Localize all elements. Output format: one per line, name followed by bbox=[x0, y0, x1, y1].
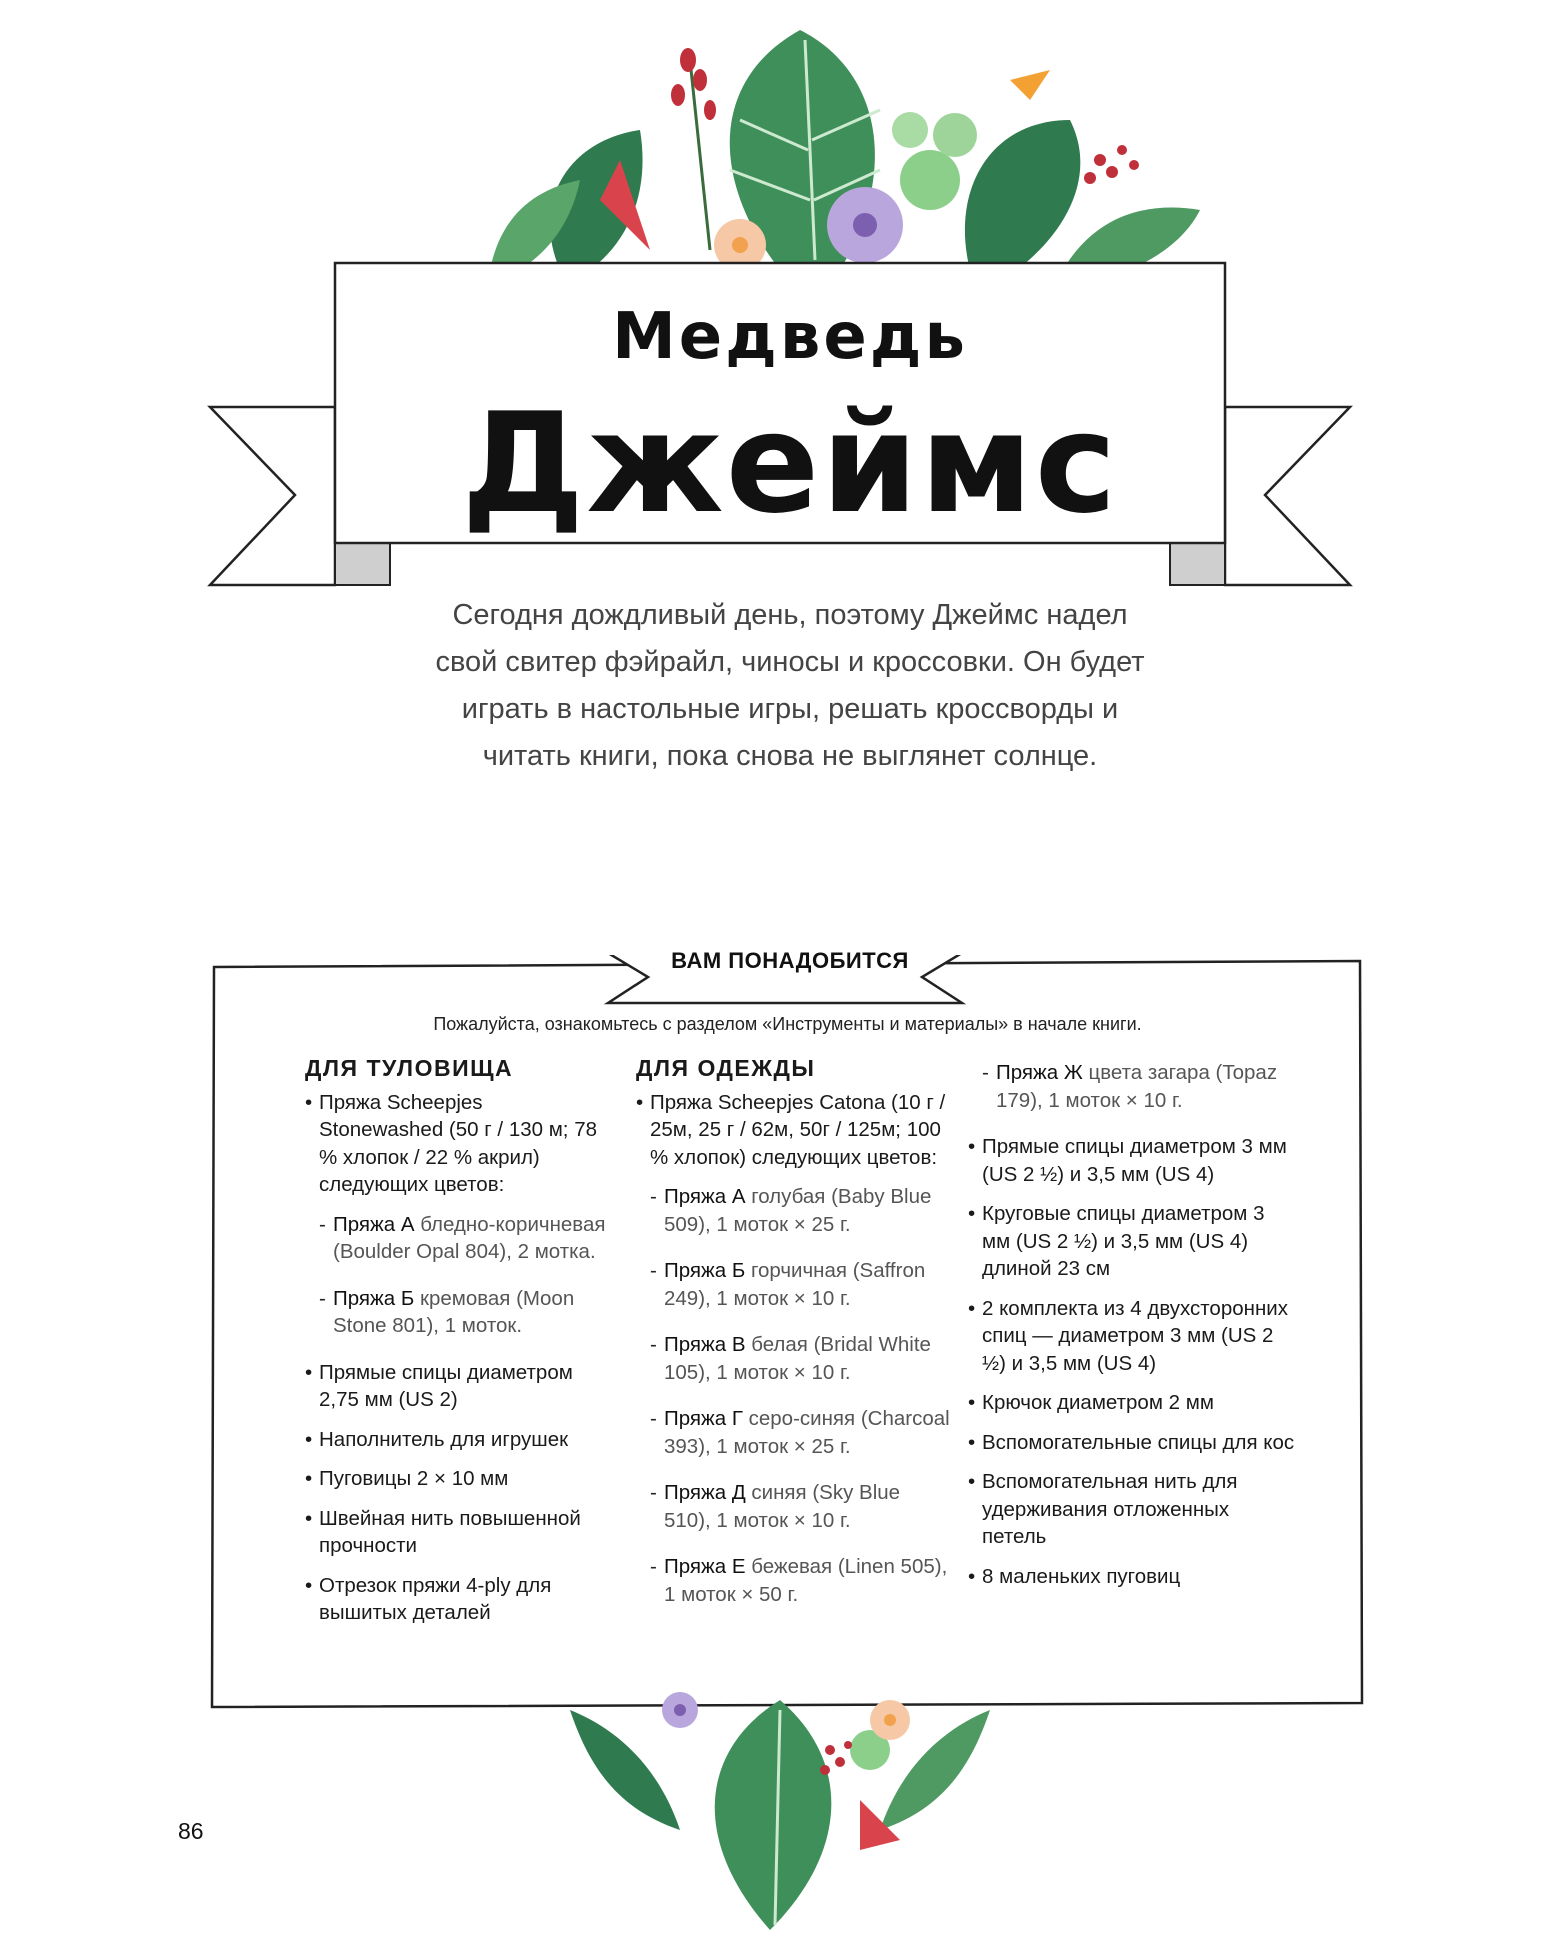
clothes-color-item: - Пряжа Б горчичная (Saffron 249), 1 моток × 10 г. bbox=[650, 1259, 926, 1310]
clothes-materials-column bbox=[636, 1055, 951, 1627]
body-list-item: • Швейная нить повышенной прочности bbox=[305, 1505, 610, 1560]
color-desc: цвета загара (Topaz 179), 1 моток × 10 г. bbox=[996, 1061, 1278, 1112]
monstera-leaf-icon bbox=[715, 1700, 832, 1930]
color-desc: белая (Bridal White 105), 1 моток × 10 г. bbox=[664, 1333, 931, 1384]
clothes-yarn-item: • Пряжа Scheepjes Catona (10 г / 25м, 25 г / 62м, 50г / 125м; 100 % хлопок) следующих цветов: bbox=[636, 1089, 951, 1172]
body-color-item: - Пряжа А бледно-коричневая (Boulder Opal 804), 2 мотка. bbox=[319, 1212, 606, 1263]
red-berries-icon bbox=[820, 1741, 852, 1775]
top-foliage-illustration bbox=[410, 0, 1230, 290]
color-name: Пряжа Б bbox=[333, 1286, 415, 1310]
color-name: Пряжа А bbox=[664, 1185, 746, 1208]
color-desc: голубая (Baby Blue 509), 1 моток × 25 г. bbox=[664, 1185, 932, 1236]
body-yarn-item: • Пряжа Scheepjes Stonewashed (50 г / 130 м; 78 % хлопок / 22 % акрил) следующих цветов: bbox=[305, 1089, 610, 1199]
body-materials-column bbox=[305, 1055, 610, 1639]
color-desc: бледно-коричневая (Boulder Opal 804), 2 мотка. bbox=[333, 1212, 606, 1263]
eucalyptus-leaf-icon bbox=[900, 150, 960, 210]
intro-line: читать книги, пока снова не выглянет солнце. bbox=[482, 740, 1098, 772]
color-desc: серо-синяя (Charcoal 393), 1 моток × 25 г. bbox=[664, 1407, 950, 1458]
clothes-color-item: - Пряжа В белая (Bridal White 105), 1 моток × 10 г. bbox=[650, 1333, 931, 1384]
materials-header: ВАМ ПОНАДОБИТСЯ bbox=[671, 948, 909, 973]
color-desc: синяя (Sky Blue 510), 1 моток × 10 г. bbox=[664, 1481, 901, 1532]
plumeria-flower-icon bbox=[870, 1700, 910, 1740]
intro-paragraph bbox=[400, 592, 1180, 780]
body-list-item: • Отрезок пряжи 4-ply для вышитых деталей bbox=[305, 1572, 610, 1627]
color-desc: кремовая (Moon Stone 801), 1 моток. bbox=[333, 1286, 575, 1337]
clothes-color-item: - Пряжа А голубая (Baby Blue 509), 1 моток × 25 г. bbox=[650, 1185, 932, 1236]
hibiscus-flower-icon bbox=[662, 1692, 698, 1728]
page-number: 86 bbox=[178, 1818, 204, 1844]
hibiscus-flower-icon bbox=[827, 187, 903, 263]
body-list-item: • Прямые спицы диаметром 2,75 мм (US 2) bbox=[305, 1359, 610, 1414]
color-name: Пряжа Б bbox=[664, 1259, 746, 1282]
color-name: Пряжа Д bbox=[664, 1481, 746, 1504]
clothes-color-item: - Пряжа Е бежевая (Linen 505), 1 моток × 50 г. bbox=[650, 1555, 948, 1606]
clothes-list-item: • Крючок диаметром 2 мм bbox=[968, 1389, 1298, 1417]
body-list-item: • Пуговицы 2 × 10 мм bbox=[305, 1465, 610, 1493]
color-name: Пряжа В bbox=[664, 1333, 746, 1356]
palm-leaf-icon bbox=[570, 1710, 680, 1830]
color-desc: горчичная (Saffron 249), 1 моток × 10 г. bbox=[664, 1259, 926, 1310]
clothes-heading: ДЛЯ ОДЕЖДЫ bbox=[636, 1055, 816, 1081]
body-color-item: - Пряжа Б кремовая (Moon Stone 801), 1 моток. bbox=[319, 1286, 575, 1337]
body-heading: ДЛЯ ТУЛОВИЩА bbox=[305, 1055, 514, 1081]
clothes-color-item: - Пряжа Ж цвета загара (Topaz 179), 1 моток × 10 г. bbox=[982, 1061, 1278, 1112]
title-line-1: Медведь bbox=[612, 300, 968, 374]
clothes-list-item: • 8 маленьких пуговиц bbox=[968, 1563, 1298, 1591]
title-line-2: Джеймс bbox=[461, 383, 1119, 544]
color-name: Пряжа А bbox=[333, 1212, 415, 1236]
materials-note: Пожалуйста, ознакомьтесь с разделом «Инструменты и материалы» в начале книги. bbox=[433, 1014, 1142, 1034]
intro-line: свой свитер фэйрайл, чиносы и кроссовки. Он будет bbox=[435, 646, 1145, 678]
body-list-item: • Наполнитель для игрушек bbox=[305, 1426, 610, 1454]
bird-of-paradise-icon bbox=[1010, 70, 1050, 100]
bottom-foliage-illustration bbox=[530, 1690, 1030, 1935]
clothes-list-item: • Круговые спицы диаметром 3 мм (US 2 ½) и 3,5 мм (US 4) длиной 23 см bbox=[968, 1200, 1298, 1283]
clothes-materials-continued-column bbox=[968, 1059, 1298, 1602]
clothes-list-item: • Вспомогательная нить для удерживания отложенных петель bbox=[968, 1468, 1298, 1551]
color-name: Пряжа Е bbox=[664, 1555, 746, 1578]
clothes-color-item: - Пряжа Д синяя (Sky Blue 510), 1 моток × 10 г. bbox=[650, 1481, 901, 1532]
intro-line: играть в настольные игры, решать кроссворды и bbox=[461, 693, 1119, 725]
clothes-color-item: - Пряжа Г серо-синяя (Charcoal 393), 1 моток × 25 г. bbox=[650, 1407, 950, 1458]
color-desc: бежевая (Linen 505), 1 моток × 50 г. bbox=[664, 1555, 948, 1606]
color-name: Пряжа Ж bbox=[996, 1061, 1083, 1084]
color-name: Пряжа Г bbox=[664, 1407, 743, 1430]
clothes-list-item: • 2 комплекта из 4 двухсторонних спиц — диаметром 3 мм (US 2 ½) и 3,5 мм (US 4) bbox=[968, 1295, 1298, 1378]
monstera-right-leaf-icon bbox=[965, 120, 1080, 275]
clothes-list-item: • Прямые спицы диаметром 3 мм (US 2 ½) и 3,5 мм (US 4) bbox=[968, 1133, 1298, 1188]
intro-line: Сегодня дождливый день, поэтому Джеймс надел bbox=[452, 599, 1128, 631]
clothes-list-item: • Вспомогательные спицы для кос bbox=[968, 1429, 1298, 1457]
